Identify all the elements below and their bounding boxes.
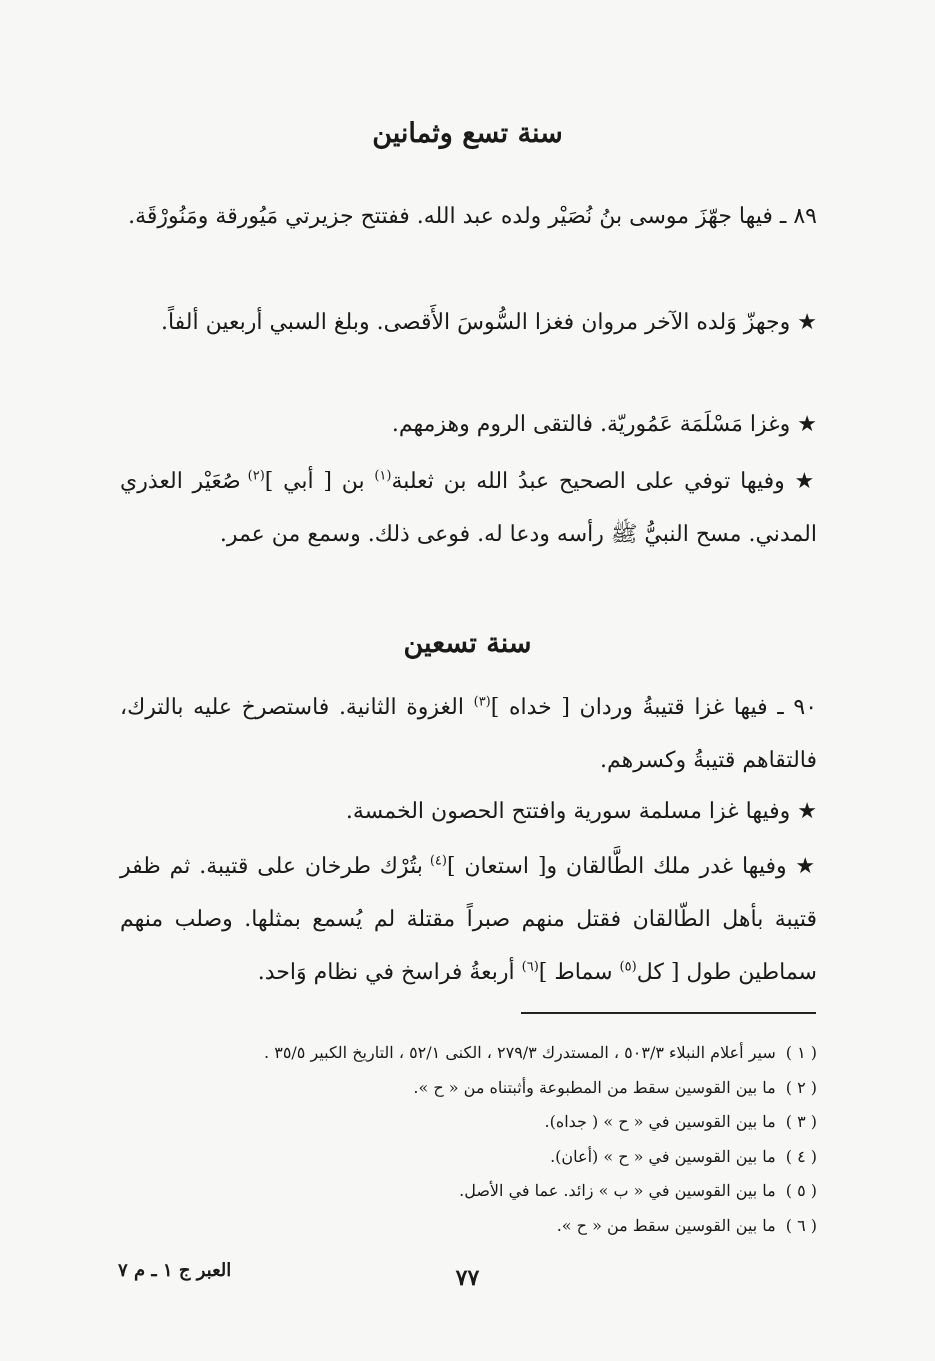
text-run: ★ وفيها غدر ملك الطَّالقان و[ استعان ]	[446, 854, 817, 879]
footnote-5	[120, 1174, 817, 1209]
text-run: صُعَيْر العذري المدني. مسح النبيُّ ﷺ رأسه ودعا له. فوعى ذلك. وسمع من عمر.	[120, 469, 817, 547]
footnote-text: ما بين القوسين في « ح » ( جداه).	[544, 1112, 776, 1131]
footnote-ref-5[interactable]: (٥)	[619, 959, 637, 975]
footnote-number: ( ٣ )	[785, 1112, 817, 1131]
footnote-1	[120, 1036, 817, 1071]
footnote-ref-2[interactable]: (٢)	[247, 468, 265, 484]
paragraph-maslama-syria: ★ وفيها غزا مسلمة سورية وافتتح الحصون الخمسة.	[345, 799, 817, 824]
paragraph-talaqan	[120, 840, 817, 999]
footnote-number: ( ٥ )	[785, 1181, 817, 1200]
text-run: ٩٠ ـ فيها غزا قتيبةُ وردان [ خداه ]	[490, 695, 818, 720]
section-heading-year-89: سنة تسع وثمانين	[372, 118, 563, 149]
footnote-text: ما بين القوسين سقط من « ح ».	[556, 1215, 776, 1235]
footnote-3	[120, 1105, 817, 1140]
text-run: الغزوة الثانية. فاستصرخ عليه بالترك، فالتقاهم قتيبةُ وكسرهم.	[120, 695, 817, 773]
footnote-number: ( ٤ )	[785, 1146, 817, 1166]
text-run: سماط ]	[538, 960, 620, 985]
footnote-2	[120, 1071, 817, 1106]
text-run: ★ وفيها توفي على الصحيح عبدُ الله بن ثعلبة	[391, 469, 817, 494]
footnote-text: ما بين القوسين في « ب » زائد. عما في الأصل.	[459, 1181, 776, 1200]
footnote-number: ( ١ )	[785, 1043, 817, 1062]
footnote-ref-3[interactable]: (٣)	[473, 694, 491, 710]
footnotes-list	[120, 1036, 817, 1243]
page-number: ٧٧	[455, 1265, 480, 1291]
footnote-4	[120, 1140, 817, 1175]
paragraph-entry-89: ٨٩ ـ فيها جهّزَ موسى بنُ نُصَيْر ولده عبد الله. ففتتح جزيرتي مَيُورقة ومَنُورْقَة.	[128, 204, 817, 229]
footnote-number: ( ٦ )	[785, 1215, 817, 1235]
footnote-text: سير أعلام النبلاء ٥٠٣/٣ ، المستدرك ٢٧٩/٣ ، الكنى ٥٢/١ ، التاريخ الكبير ٣٥/٥ .	[264, 1043, 776, 1062]
paragraph-maslama-amuriya: ★ وغزا مَسْلَمَة عَمُوريّة. فالتقى الروم وهزمهم.	[391, 412, 817, 437]
text-run: بن [ أبي ]	[264, 469, 375, 494]
text-run: بتُرْك طرخان على قتيبة. ثم ظفر قتيبة بأهل الطّالقان فقتل منهم صبراً مقتلة لم يُسمع بمثلها. وصلب منهم سماطين طول [ كل	[120, 854, 817, 985]
footnote-text: ما بين القوسين سقط من المطبوعة وأثبتناه من « ح ».	[413, 1077, 776, 1097]
footnote-ref-6[interactable]: (٦)	[521, 959, 539, 975]
footnote-text: ما بين القوسين في « ح » (أعان).	[550, 1146, 776, 1166]
section-heading-year-90: سنة تسعين	[403, 628, 532, 659]
footnote-ref-1[interactable]: (١)	[374, 468, 392, 484]
printer-signature: العبر ج ١ ـ م ٧	[118, 1260, 232, 1281]
footnote-6	[120, 1209, 817, 1244]
paragraph-abdullah-thalaba	[120, 455, 817, 561]
paragraph-marwan-sus: ★ وجهزّ وَلده الآخر مروان فغزا السُّوسَ الأَقصى. وبلغ السبي أربعين ألفاً.	[160, 310, 817, 335]
footnote-number: ( ٢ )	[785, 1077, 817, 1097]
text-run: أربعةُ فراسخ في نظام وَاحد.	[257, 960, 522, 985]
footnote-ref-4[interactable]: (٤)	[429, 853, 447, 869]
footnote-separator	[521, 1012, 816, 1014]
paragraph-entry-90	[120, 681, 817, 787]
